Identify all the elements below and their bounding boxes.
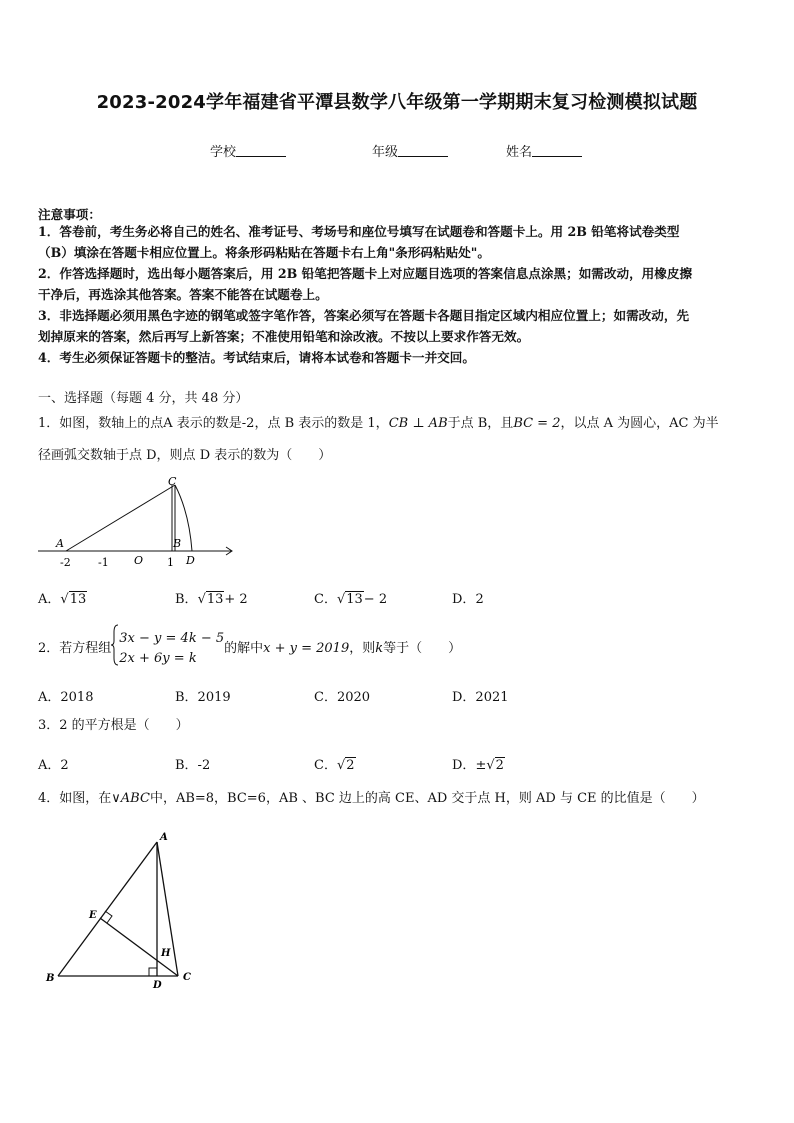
q2-option-b[interactable]: B．2019 xyxy=(175,690,231,705)
section-heading: 一、选择题（每题 4 分，共 48 分） xyxy=(38,391,249,406)
right-angle-e-icon xyxy=(105,911,112,923)
grade-blank[interactable] xyxy=(398,144,448,157)
label-d: D xyxy=(186,554,195,567)
q1-condition-perp: CB ⊥ AB xyxy=(388,416,448,431)
sqrt-icon: √2 xyxy=(486,758,504,773)
label-e: E xyxy=(89,910,97,921)
q4-triangle-figure xyxy=(38,828,208,990)
label-h: H xyxy=(161,948,171,959)
question-1-text-line2: 径画弧交数轴于点 D，则点 D 表示的数为（ ） xyxy=(38,448,332,463)
equation-2: 2x + 6y = k xyxy=(119,650,197,666)
q2-condition: x + y = 2019 xyxy=(263,641,350,656)
sqrt-icon: √13 xyxy=(336,592,363,607)
q1-condition-bc: BC = 2 xyxy=(513,416,561,431)
grade-label: 年级 xyxy=(372,145,399,160)
school-field[interactable] xyxy=(210,141,286,160)
q1-option-c[interactable]: C．√13− 2 xyxy=(314,592,388,607)
notes-heading: 注意事项： xyxy=(38,207,101,222)
segment-ac xyxy=(66,485,175,551)
q1-number-line-figure xyxy=(36,472,236,572)
grade-field[interactable] xyxy=(372,141,448,160)
equation-system xyxy=(119,629,224,669)
note-line: 1．答卷前，考生务必将自己的姓名、准考证号、考场号和座位号填写在试题卷和答题卡上。用 2B 铅笔将试卷类型 xyxy=(38,224,680,239)
q3-option-b[interactable]: B．-2 xyxy=(175,758,211,773)
q1-option-d[interactable]: D．2 xyxy=(452,592,484,607)
school-blank[interactable] xyxy=(236,144,286,157)
question-1-text: 1．如图，数轴上的点A 表示的数是-2，点 B 表示的数是 1，CB ⊥ AB于点 B，且BC = 2，以点 A 为圆心，AC 为半 xyxy=(38,416,719,431)
note-line: 干净后，再选涂其他答案。答案不能答在试题卷上。 xyxy=(38,287,328,302)
page-title: 2023-2024学年福建省平潭县数学八年级第一学期期末复习检测模拟试题 xyxy=(96,92,698,113)
name-field[interactable] xyxy=(506,141,582,160)
note-line: 3．非选择题必须用黑色字迹的钢笔或签字笔作答，答案必须写在答题卡各题目指定区域内相应位置上；如需改动，先 xyxy=(38,308,690,323)
sqrt-icon: √2 xyxy=(336,758,355,773)
label-a: A xyxy=(160,832,168,843)
label-a: A xyxy=(56,537,64,550)
question-4-text: 4．如图，在∨ABC中，AB=8，BC=6，AB 、BC 边上的高 CE、AD 交于点 H，则 AD 与 CE 的比值是（ ） xyxy=(38,791,705,806)
q2-option-d[interactable]: D．2021 xyxy=(452,690,509,705)
sqrt-icon: √13 xyxy=(197,592,224,607)
label-b: B xyxy=(173,537,182,550)
q2-option-c[interactable]: C．2020 xyxy=(314,690,371,705)
q1-option-a[interactable]: A．√13 xyxy=(38,592,87,607)
q3-option-c[interactable]: C．√2 xyxy=(314,758,355,773)
notes-list xyxy=(38,221,758,368)
equation-1: 3x − y = 4k − 5 xyxy=(119,630,225,646)
note-line: 2．作答选择题时，选出每小题答案后，用 2B 铅笔把答题卡上对应题目选项的答案信息点涂黑；如需改动，用橡皮擦 xyxy=(38,266,693,281)
tick-label-1: 1 xyxy=(167,556,174,569)
note-line: 4．考生必须保证答题卡的整洁。考试结束后，请将本试卷和答题卡一并交回。 xyxy=(38,350,475,365)
tick-label-neg2: -2 xyxy=(60,556,71,569)
side-ab xyxy=(58,842,157,976)
label-b: B xyxy=(46,973,55,984)
label-c: C xyxy=(168,475,177,488)
q3-option-d[interactable]: D．±√2 xyxy=(452,758,504,773)
right-angle-d-icon xyxy=(149,968,157,976)
altitude-ce xyxy=(100,918,178,976)
label-o: O xyxy=(134,554,144,567)
q3-option-a[interactable]: A．2 xyxy=(38,758,69,773)
note-line: 划掉原来的答案，然后再写上新答案；不准使用铅笔和涂改液。不按以上要求作答无效。 xyxy=(38,329,530,344)
tick-label-neg1: -1 xyxy=(98,556,109,569)
question-3-text: 3．2 的平方根是（ ） xyxy=(38,718,189,733)
school-label: 学校 xyxy=(210,145,237,160)
name-label: 姓名 xyxy=(506,145,533,160)
triangle-abc-label: ∨ABC xyxy=(111,791,150,806)
question-2-text: 2．若方程组 3x − y = 4k − 5 2x + 6y = k 的解中x + y = 2019，则k等于（ ） xyxy=(38,624,758,673)
label-c: C xyxy=(183,972,191,983)
sqrt-icon: √13 xyxy=(60,592,87,607)
q1-option-b[interactable]: B．√13+ 2 xyxy=(175,592,248,607)
name-blank[interactable] xyxy=(532,144,582,157)
label-d: D xyxy=(153,980,162,990)
q2-option-a[interactable]: A．2018 xyxy=(38,690,94,705)
note-line: （B）填涂在答题卡相应位置上。将条形码粘贴在答题卡右上角"条形码粘贴处"。 xyxy=(38,245,490,260)
